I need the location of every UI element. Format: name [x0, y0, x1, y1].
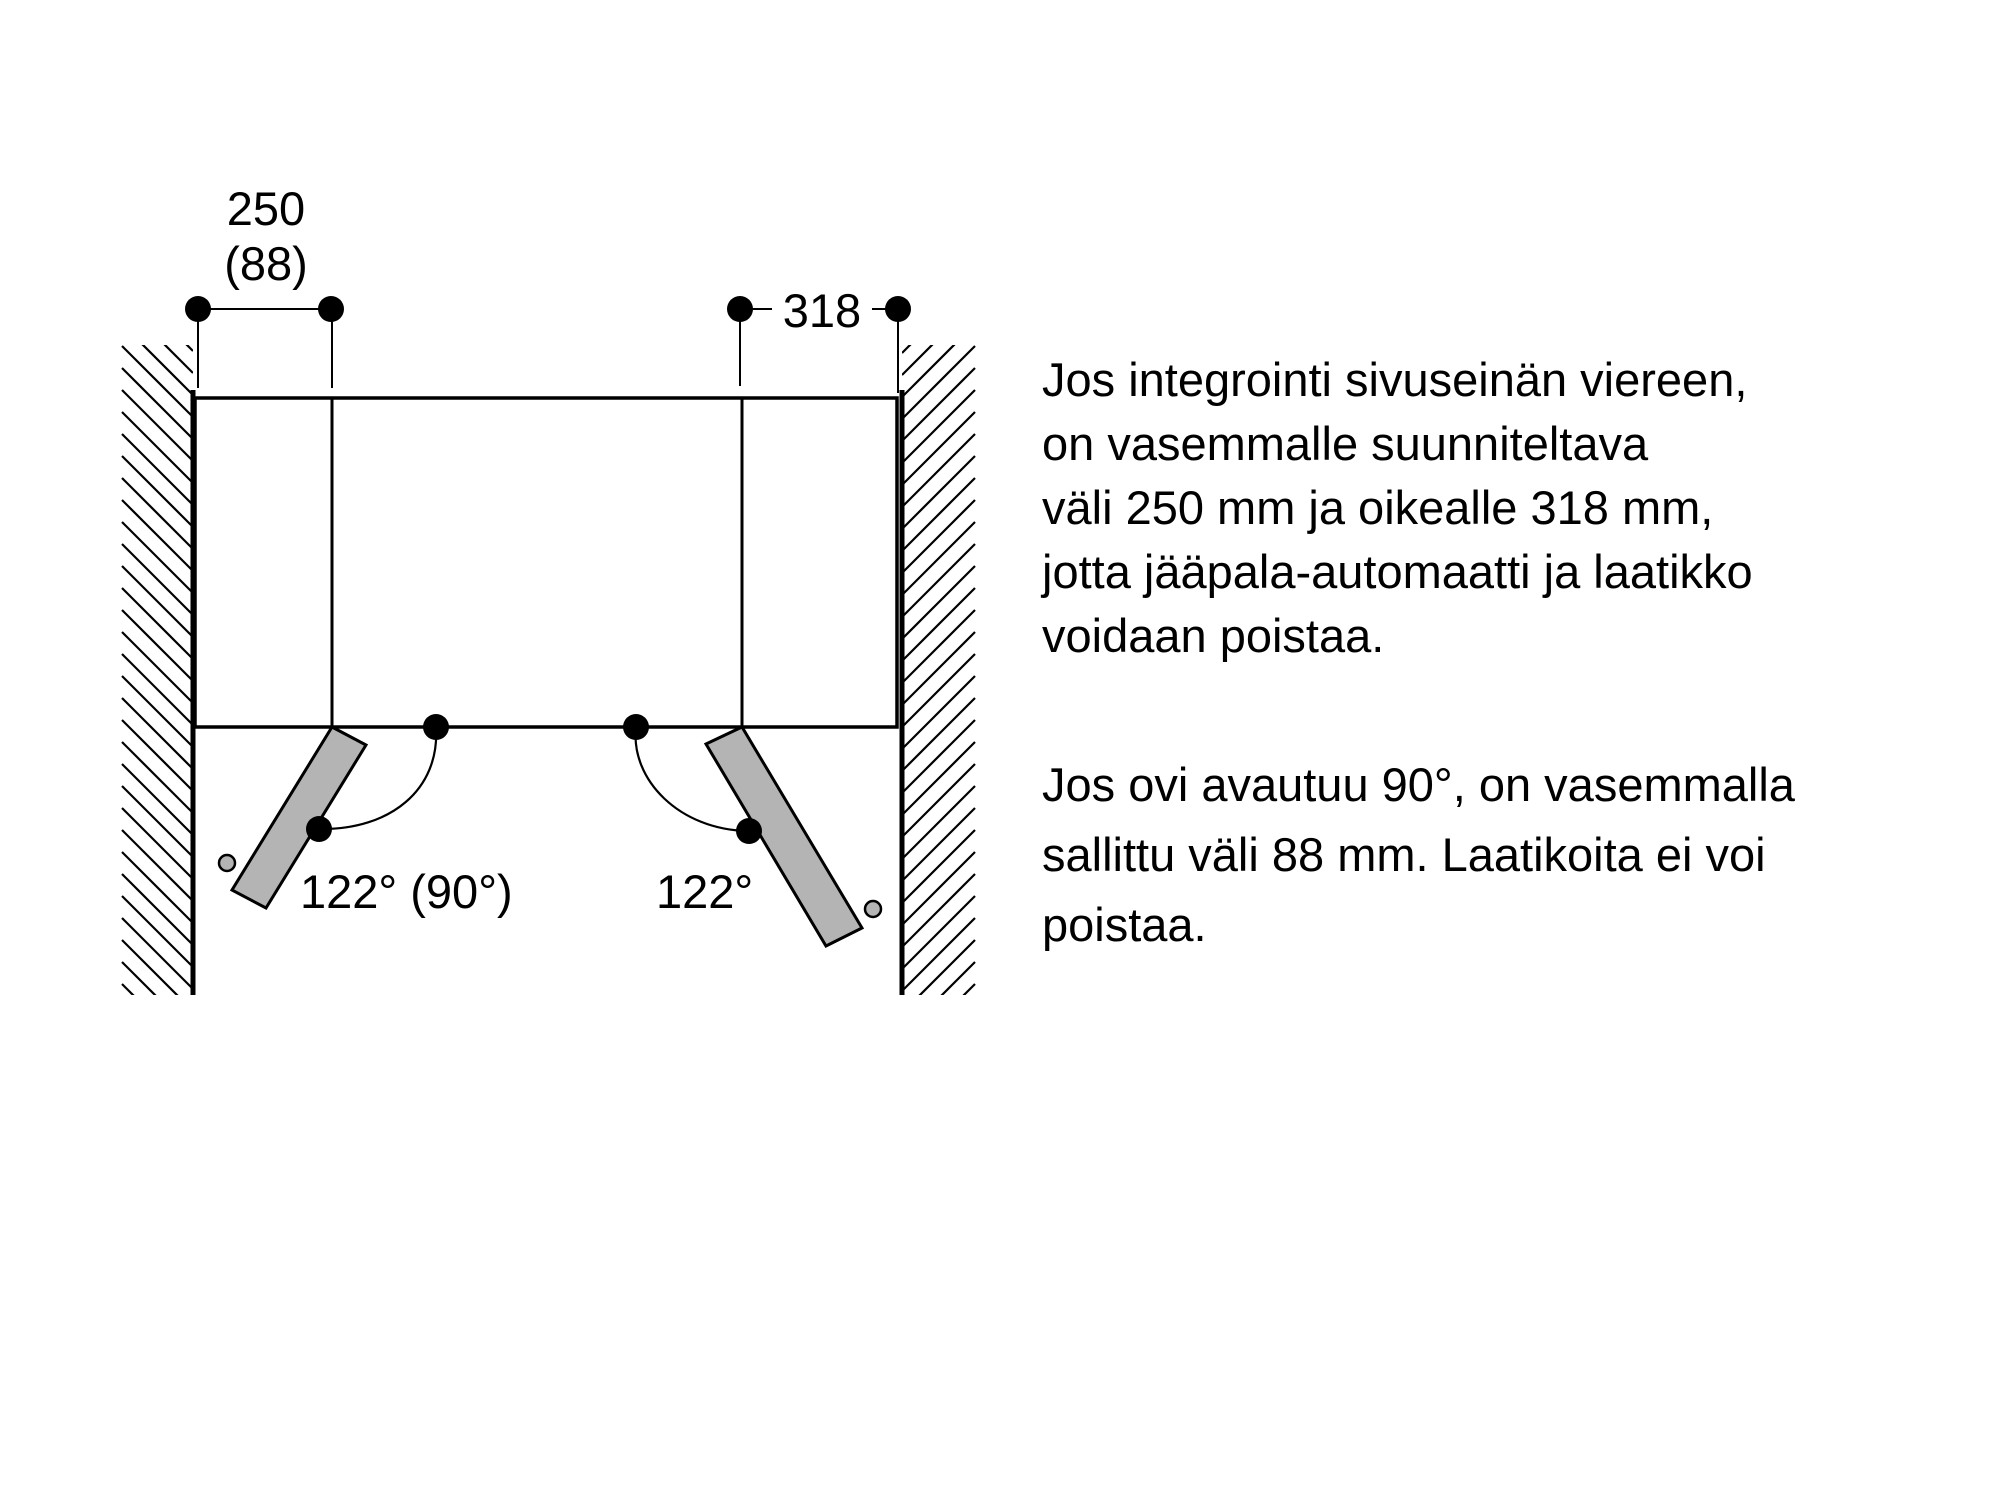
hatch-line — [122, 324, 193, 395]
left-dimension-dot-b — [318, 296, 344, 322]
appliance-outline — [195, 398, 897, 727]
hatch-line — [122, 368, 193, 439]
hatch-line — [902, 544, 975, 617]
paragraph-1-line: jotta jääpala-automaatti ja laatikko — [1042, 545, 1753, 598]
hatch-line — [122, 456, 193, 527]
hatch-line — [902, 918, 975, 991]
instruction-paragraph-2 — [1042, 750, 1982, 960]
hatch-line — [902, 280, 975, 353]
hatch-line — [902, 852, 975, 925]
hatch-line — [122, 984, 193, 1055]
hatch-line — [902, 456, 975, 529]
hatch-line — [122, 874, 193, 945]
hatch-line — [902, 324, 975, 397]
hatch-line — [902, 566, 975, 639]
hatch-line — [902, 434, 975, 507]
hatch-line — [122, 566, 193, 637]
hatch-line — [902, 412, 975, 485]
hatch-line — [122, 698, 193, 769]
hatch-line — [122, 764, 193, 835]
right-wall-hatching — [902, 280, 975, 1057]
left-clearance-label: 250 — [226, 182, 306, 235]
hatch-line — [902, 896, 975, 969]
left-angle-label: 122° (90°) — [300, 865, 513, 918]
hatch-line — [122, 390, 193, 461]
hatch-line — [902, 500, 975, 573]
paragraph-2-line: sallittu väli 88 mm. Laatikoita ei voi — [1042, 828, 1766, 881]
hatch-line — [902, 522, 975, 595]
right-handle-icon — [865, 901, 881, 917]
paragraph-1-line: väli 250 mm ja oikealle 318 mm, — [1042, 481, 1714, 534]
hatch-line — [902, 984, 975, 1057]
hatch-line — [122, 588, 193, 659]
hatch-line — [122, 742, 193, 813]
hatch-line — [902, 808, 975, 881]
hatch-line — [122, 786, 193, 857]
hatch-line — [902, 764, 975, 837]
hatch-line — [902, 742, 975, 815]
hatch-line — [122, 654, 193, 725]
hatch-line — [122, 676, 193, 747]
hatch-line — [902, 346, 975, 419]
paragraph-1-line: voidaan poistaa. — [1042, 609, 1385, 662]
hatch-line — [902, 390, 975, 463]
right-dimension-dot-b — [885, 296, 911, 322]
paragraph-1-line: Jos integrointi sivuseinän viereen, — [1042, 353, 1748, 406]
hatch-line — [902, 698, 975, 771]
hatch-line — [122, 632, 193, 703]
hatch-line — [122, 896, 193, 967]
left-hinge-dot — [423, 714, 449, 740]
hatch-line — [902, 368, 975, 441]
left-wall-hatching — [122, 280, 193, 1055]
hatch-line — [902, 676, 975, 749]
hatch-line — [902, 786, 975, 859]
hatch-line — [122, 940, 193, 1011]
hatch-line — [122, 412, 193, 483]
hatch-line — [902, 478, 975, 551]
hatch-line — [122, 434, 193, 505]
hatch-line — [902, 632, 975, 705]
hatch-line — [122, 830, 193, 901]
hatch-line — [122, 918, 193, 989]
hatch-line — [902, 302, 975, 375]
paragraph-1-line: on vasemmalle suunniteltava — [1042, 417, 1649, 470]
paragraph-2-line: Jos ovi avautuu 90°, on vasemmalla — [1042, 758, 1795, 811]
hatch-line — [122, 302, 193, 373]
left-dimension-dot-a — [185, 296, 211, 322]
hatch-line — [902, 610, 975, 683]
paragraph-2-line: poistaa. — [1042, 898, 1207, 951]
hatch-line — [902, 720, 975, 793]
right-clearance-label: 318 — [782, 284, 862, 337]
left-handle-icon — [219, 855, 235, 871]
hatch-line — [902, 874, 975, 947]
hatch-line — [902, 588, 975, 661]
hatch-line — [122, 478, 193, 549]
left-clearance-alt-label: (88) — [224, 237, 308, 290]
hatch-line — [122, 280, 193, 351]
right-hinge-dot — [623, 714, 649, 740]
left-door-pivot-dot — [306, 816, 332, 842]
hatch-line — [902, 940, 975, 1013]
hatch-line — [122, 720, 193, 791]
right-dimension-dot-a — [727, 296, 753, 322]
hatch-line — [122, 962, 193, 1033]
right-angle-label: 122° — [656, 865, 754, 918]
hatch-line — [122, 808, 193, 879]
hatch-line — [122, 544, 193, 615]
right-door-pivot-dot — [736, 818, 762, 844]
hatch-line — [902, 830, 975, 903]
hatch-line — [122, 522, 193, 593]
instruction-paragraph-1 — [1042, 348, 1982, 668]
hatch-line — [122, 346, 193, 417]
hatch-line — [902, 654, 975, 727]
hatch-line — [122, 852, 193, 923]
hatch-line — [122, 500, 193, 571]
hatch-line — [902, 962, 975, 1035]
hatch-line — [122, 610, 193, 681]
